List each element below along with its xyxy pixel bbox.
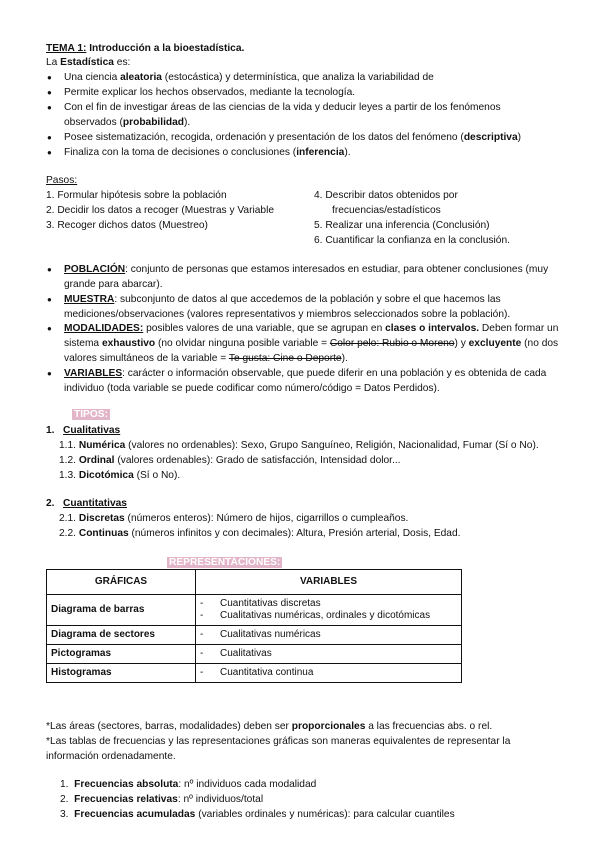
document-title: TEMA 1: Introducción a la bioestadística.	[46, 43, 245, 54]
list-item: ● Permite explicar los hechos observados, mediante la tecnología.	[64, 86, 355, 99]
list-item: ● Finaliza con la toma de decisiones o conclusiones (inferencia).	[64, 146, 351, 159]
paso-item: 6. Cuantificar la confianza en la conclusión.	[314, 235, 510, 246]
table-cell: Histogramas	[47, 664, 196, 683]
intro-line: La Estadística es:	[46, 57, 131, 68]
table-cell: Pictogramas	[47, 645, 196, 664]
frecuencia-item: 1. Frecuencias absoluta: nº individuos cada modalidad	[60, 779, 317, 790]
paso-item: 3. Recoger dichos datos (Muestreo)	[46, 220, 208, 231]
note-line: *Las áreas (sectores, barras, modalidades) deben ser proporcionales a las frecuencias abs. o rel.	[46, 721, 493, 732]
tipo-cualitativas: 1. Cualitativas	[46, 425, 121, 436]
pasos-title: Pasos:	[46, 175, 78, 186]
column-header: GRÁFICAS	[47, 570, 196, 595]
paso-item: 4. Describir datos obtenidos por	[314, 190, 458, 201]
representaciones-table	[46, 569, 462, 683]
definition-continuation: grande para abarcar).	[64, 279, 163, 290]
note-line: información ordenadamente.	[46, 751, 176, 762]
table-cell: - Cuantitativas discretas - Cualitativas numéricas, ordinales y dicotómicas	[196, 595, 462, 626]
tipo-subitem: 1.1. Numérica (valores no ordenables): Sexo, Grupo Sanguíneo, Religión, Nacionalidad, Fumar (Sí o No).	[59, 440, 539, 451]
table-header-row	[47, 570, 462, 595]
tipo-subitem: 2.2. Continuas (números infinitos y con decimales): Altura, Presión arterial, Dosis, Edad.	[59, 528, 461, 539]
note-line: *Las tablas de frecuencias y las representaciones gráficas son maneras equivalentes de representar la	[46, 736, 511, 747]
list-item: ● Con el fin de investigar áreas de las ciencias de la vida y deducir leyes a partir de los fenómenos	[64, 101, 501, 114]
definition-poblacion: ● POBLACIÓN: conjunto de personas que estamos interesados en estudiar, para obtener conclusiones (muy	[64, 263, 548, 276]
table-cell: - Cualitativas	[196, 645, 462, 664]
table-cell: Diagrama de barras	[47, 595, 196, 626]
definition-continuation: valores simultáneos de la variable = Te gusta: Cine o Deporte).	[64, 353, 348, 364]
tipo-cuantitativas: 2. Cuantitativas	[46, 498, 127, 509]
list-item-continuation: observados (probabilidad).	[64, 117, 191, 128]
tipos-header: TIPOS:	[74, 409, 108, 420]
table-cell: Diagrama de sectores	[47, 626, 196, 645]
column-header: VARIABLES	[196, 570, 462, 595]
list-item: ● Una ciencia aleatoria (estocástica) y determinística, que analiza la variabilidad de	[64, 71, 434, 84]
table-cell: - Cualitativas numéricas	[196, 626, 462, 645]
list-item: ● Posee sistematización, recogida, ordenación y presentación de los datos del fenómeno (descriptiva)	[64, 131, 521, 144]
paso-item-continuation: frecuencias/estadísticos	[332, 205, 441, 216]
table-row	[47, 664, 462, 683]
definition-continuation: individuo (toda variable se puede codificar como número/código = Datos Perdidos).	[64, 383, 440, 394]
table-row	[47, 595, 462, 626]
definition-variables: ● VARIABLES: carácter o información observable, que puede diferir en una población y es obtenida de cada	[64, 367, 546, 380]
definition-continuation: mediciones/observaciones (valores representativos y miembros seleccionados sobre la población).	[64, 309, 511, 320]
tipo-subitem: 2.1. Discretas (números enteros): Número de hijos, cigarrillos o cumpleaños.	[59, 513, 409, 524]
tipo-subitem: 1.3. Dicotómica (Sí o No).	[59, 470, 181, 481]
frecuencia-item: 2. Frecuencias relativas: nº individuos/total	[60, 794, 264, 805]
paso-item: 2. Decidir los datos a recoger (Muestras y Variable	[46, 205, 274, 216]
representaciones-header: REPRESENTACIONES:	[169, 557, 281, 568]
definition-continuation: sistema exhaustivo (no olvidar ninguna posible variable = Color pelo: Rubio o Moreno) y excluyente (no dos	[64, 338, 559, 349]
frecuencia-item: 3. Frecuencias acumuladas (variables ordinales y numéricas): para calcular cuantiles	[60, 809, 455, 820]
paso-item: 1. Formular hipótesis sobre la población	[46, 190, 227, 201]
paso-item: 5. Realizar una inferencia (Conclusión)	[314, 220, 490, 231]
definition-muestra: ● MUESTRA: subconjunto de datos al que accedemos de la población y sobre el que hacemos las	[64, 293, 501, 306]
tipo-subitem: 1.2. Ordinal (valores ordenables): Grado de satisfacción, Intensidad dolor...	[59, 455, 401, 466]
table-row	[47, 645, 462, 664]
table-cell: - Cuantitativa continua	[196, 664, 462, 683]
definition-modalidades: ● MODALIDADES: posibles valores de una variable, que se agrupan en clases o intervalos. Deben formar un	[64, 322, 558, 335]
table-row	[47, 626, 462, 645]
